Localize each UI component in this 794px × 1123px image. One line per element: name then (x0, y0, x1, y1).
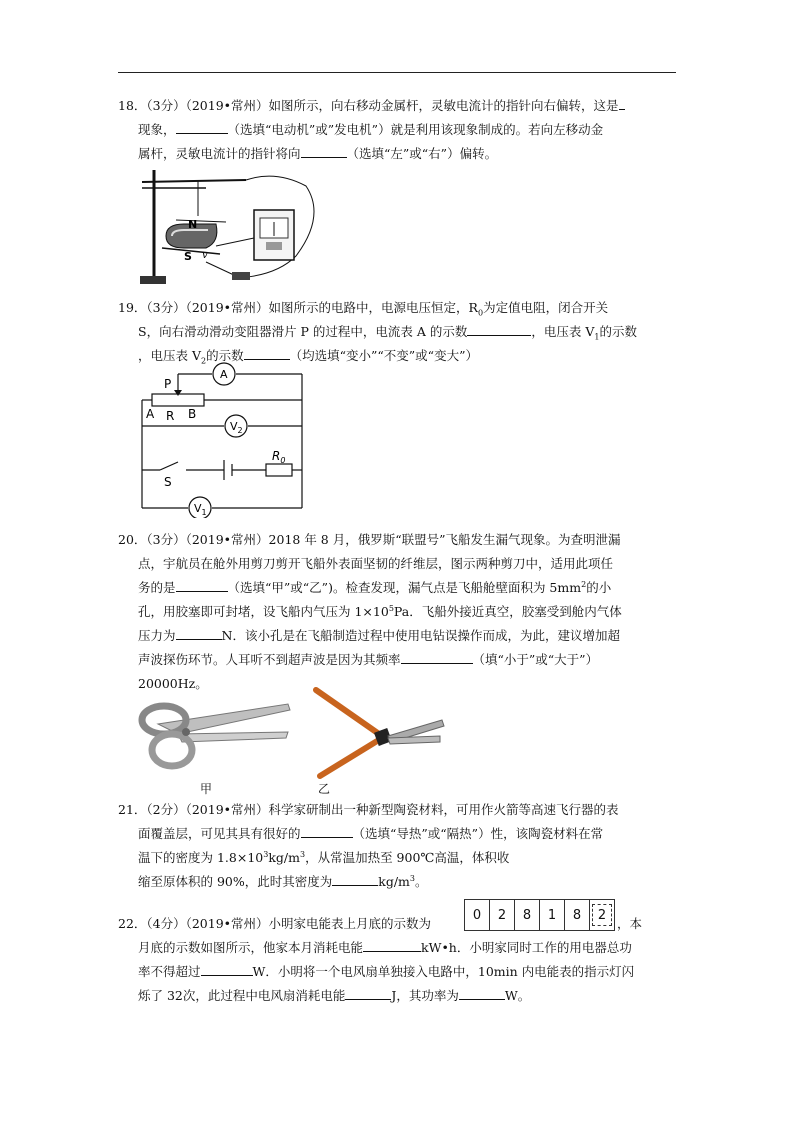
q22-blank-2[interactable] (201, 961, 253, 976)
meter-digit: 8 (565, 900, 590, 930)
q19-blank-1[interactable] (467, 321, 531, 336)
q19-line2: S，向右滑动滑动变阻器滑片 P 的过程中，电流表 A 的示数 ，电压表 $V_1$的示数 (118, 320, 678, 344)
q22-line2: 月底的示数如图所示，他家本月消耗电能 kW•h．小明家同时工作的用电器总功 (118, 936, 678, 960)
q19-ammeter-label: A (220, 368, 228, 381)
q22-line1: 22．（4分）（2019•常州）小明家电能表上月底的示数为 ，本 (118, 916, 643, 931)
q20-scissors-yi-image (308, 686, 448, 780)
q18-line1: 18．（3分）（2019•常州）如图所示，向右移动金属杆，灵敏电流计的指针向右偏转，这是 (118, 94, 678, 118)
q20-line4: 孔，用胶塞即可封堵，设飞船内气压为 $1\times 10^5Pa$．飞船外接近真空，胶塞受到舱内气体 (138, 603, 622, 619)
header-rule (118, 72, 676, 73)
q20-line6: 声波探伤环节。人耳听不到超声波是因为其频率 （填“小于”或“大于”） (118, 648, 678, 672)
q19-line3: ，电压表 $V_2$的示数 （均选填“变小”“不变”或“变大”） (118, 344, 678, 368)
meter-digit: 8 (515, 900, 540, 930)
q18-s-label: S (184, 250, 192, 263)
q19-slider-p-label: P (164, 377, 172, 391)
meter-digit: 0 (465, 900, 490, 930)
q20-line3: 务的是 （选填“甲”或“乙”)。检查发现，漏气点是飞船舱壁面积为 $5mm^2$的小 (118, 576, 678, 600)
q19-circuit-diagram (136, 360, 308, 518)
q22-blank-1[interactable] (363, 937, 421, 952)
q22-line4: 烁了 32次，此过程中电风扇消耗电能 J，其功率为 W。 (118, 984, 678, 1008)
q20-line2: 点，宇航员在舱外用剪刀剪开飞船外表面坚韧的纤维层，图示两种剪刀中，适用此项任 (138, 556, 614, 571)
q19-switch-s-label: S (164, 475, 172, 489)
q19-rheostat-r-label: R (166, 409, 175, 423)
q20-caption-yi: 乙 (318, 782, 331, 796)
q20-line7: 20000Hz。 (138, 676, 208, 691)
q20-scissors-jia-image (138, 694, 296, 776)
q20-blank-1[interactable] (176, 577, 228, 592)
q19-voltmeter-v1-label: $V_1$ (194, 502, 207, 517)
q21-line2: 面覆盖层，可见其具有很好的 （选填“导热”或“隔热”）性，该陶瓷材料在常 (118, 822, 678, 846)
q18-line2: 现象， （选填“电动机”或”发电机”）就是利用该现象制成的。若向左移动金 (118, 118, 678, 142)
q22-energy-meter-reading (464, 899, 615, 931)
q18-generator-figure (136, 166, 326, 288)
q20-caption-jia: 甲 (200, 782, 213, 796)
meter-digit: 2 (490, 900, 515, 930)
q20-line5: 压力为 N．该小孔是在飞船制造过程中使用电钻误操作而成，为此，建议增加超 (118, 624, 678, 648)
question-20 (118, 528, 678, 696)
q20-blank-2[interactable] (176, 625, 222, 640)
q18-blank-3[interactable] (301, 143, 347, 158)
question-19 (118, 296, 678, 368)
q18-blank-1[interactable] (619, 95, 625, 110)
q20-blank-3[interactable] (401, 649, 473, 664)
q18-v-label: v (202, 250, 208, 261)
q21-blank-2[interactable] (332, 871, 378, 886)
q18-blank-2[interactable] (176, 119, 228, 134)
meter-digit: 1 (540, 900, 565, 930)
question-18 (118, 94, 678, 166)
q21-blank-1[interactable] (301, 823, 353, 838)
q19-r0-label: $R_0$ (272, 449, 286, 465)
q22-blank-4[interactable] (459, 985, 505, 1000)
q18-line3: 属杆，灵敏电流计的指针将向 （选填“左”或“右”）偏转。 (118, 142, 678, 166)
q19-blank-2[interactable] (244, 345, 290, 360)
q19-rheostat-b-label: B (188, 407, 197, 421)
q22-line3: 率不得超过 W．小明将一个电风扇单独接入电路中，10min 内电能表的指示灯闪 (118, 960, 678, 984)
q18-switch (232, 272, 250, 280)
q19-line1: 19．（3分）（2019•常州）如图所示的电路中，电源电压恒定，$R_0$为定值电阻，闭合开关 (118, 300, 609, 318)
q21-line4: 缩至原体积的 90%，此时其密度为 $kg/m^3$。 (118, 870, 678, 894)
q19-rheostat-a-label: A (146, 407, 155, 421)
question-21 (118, 798, 678, 894)
q19-voltmeter-v2-label: $V_2$ (230, 420, 243, 435)
q21-line3: 温下的密度为 $1.8\times 10^3kg/m^3$，从常温加热至 900℃高温，体积收 (138, 849, 510, 865)
q21-line1: 21．（2分）（2019•常州）科学家研制出一种新型陶瓷材料，可用作火箭等高速飞行器的表 (118, 802, 619, 817)
q18-n-label: N (188, 218, 198, 231)
meter-decimal-digit: 2 (590, 900, 614, 930)
q20-line1: 20．（3分）（2019•常州）2018 年 8 月，俄罗斯“联盟号”飞船发生漏气现象。为查明泄漏 (118, 532, 621, 547)
q22-blank-3[interactable] (345, 985, 391, 1000)
